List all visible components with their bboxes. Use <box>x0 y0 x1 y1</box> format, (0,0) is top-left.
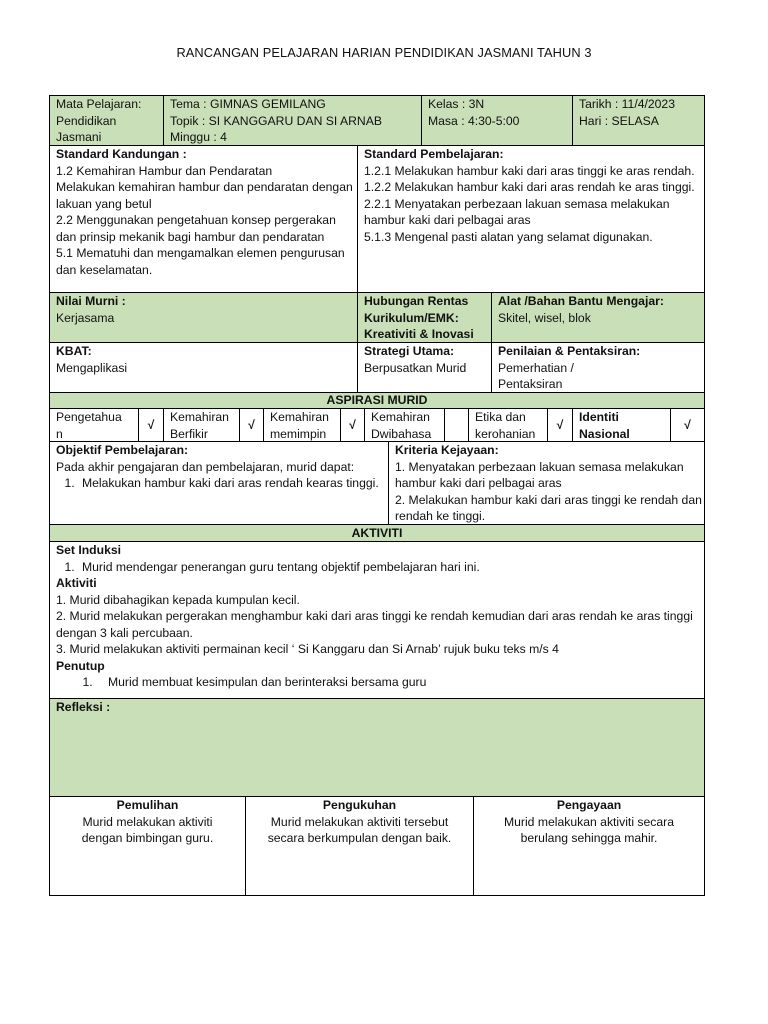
theme-text: Tema : GIMNAS GEMILANG <box>170 97 326 111</box>
kriteria-label: Kriteria Kejayaan: <box>395 443 499 457</box>
penilaian-value: Pemerhatian / Pentaksiran <box>498 360 574 391</box>
objektif-cell <box>49 441 389 525</box>
subject-value: Pendidikan Jasmani <box>56 113 117 144</box>
pengukuhan-text: Murid melakukan aktiviti tersebut secara berkumpulan dengan baik. <box>267 814 452 845</box>
set-induksi-item-1: 1. Murid mendengar penerangan guru tentang objektif pembelajaran hari ini. <box>78 559 704 576</box>
penutup-list <box>56 674 704 691</box>
aktiviti-heading: AKTIVITI <box>49 524 705 542</box>
pengukuhan-label: Pengukuhan <box>322 798 397 812</box>
hubungan-cell <box>357 292 492 343</box>
standard-pembelajaran-text: 1.2.1 Melakukan hambur kaki dari aras tinggi ke aras rendah. 1.2.2 Melakukan hambur kaki dari aras rendah ke aras tinggi. 2.2.1 Menyatakan perbezaan lakuan semasa melakukan hambur kaki dari pelbagai aras 5.1.3 Mengenal pasti alatan yang selamat digunakan. <box>364 163 695 244</box>
aspirasi-label-5: Etika dan kerohanian <box>468 408 548 442</box>
aktiviti-cell <box>49 541 705 699</box>
aspirasi-label-4: Kemahiran Dwibahasa <box>364 408 445 442</box>
kbat-cell <box>49 342 358 393</box>
nilai-murni-label: Nilai Murni : <box>56 294 126 308</box>
nilai-murni-value: Kerjasama <box>56 310 115 325</box>
aspirasi-heading: ASPIRASI MURID <box>49 392 705 409</box>
standard-kandungan-cell <box>49 145 358 293</box>
penutup-item-1: 1. Murid membuat kesimpulan dan berinteraksi bersama guru <box>96 674 704 691</box>
aspirasi-check-5: √ <box>547 408 573 442</box>
pengayaan-cell <box>473 796 705 896</box>
strategi-label: Strategi Utama: <box>364 344 455 358</box>
day-text: Hari : SELASA <box>579 113 659 128</box>
alat-value: Skitel, wisel, blok <box>498 310 591 325</box>
kbat-value: Mengaplikasi <box>56 360 128 375</box>
kriteria-item-1: 1. Menyatakan perbezaan lakuan semasa melakukan hambur kaki dari pelbagai aras <box>395 459 684 490</box>
pengukuhan-cell <box>245 796 474 896</box>
aspirasi-label-3: Kemahiran memimpin <box>263 408 341 442</box>
aspirasi-label-1: Pengetahua n <box>49 408 139 442</box>
class-cell <box>421 95 573 146</box>
refleksi-cell <box>49 698 705 797</box>
standard-kandungan-label: Standard Kandungan : <box>56 147 187 161</box>
aspirasi-check-3: √ <box>340 408 365 442</box>
subject-label: Mata Pelajaran: <box>56 97 142 111</box>
kriteria-cell <box>388 441 705 525</box>
aspirasi-check-6: √ <box>670 408 705 442</box>
subject-cell <box>49 95 164 146</box>
strategi-value: Berpusatkan Murid <box>364 360 467 375</box>
penilaian-cell <box>491 342 705 393</box>
aktiviti-item-3: 3. Murid melakukan aktiviti permainan kecil ‘ Si Kanggaru dan Si Arnab’ rujuk buku teks m/s 4 <box>56 642 559 656</box>
class-text: Kelas : 3N <box>428 97 485 111</box>
objektif-list <box>56 475 388 492</box>
hubungan-value: Kreativiti & Inovasi <box>364 327 474 341</box>
aspirasi-label-2: Kemahiran Berfikir <box>163 408 240 442</box>
aspirasi-label-6: Identiti Nasional <box>572 408 671 442</box>
set-induksi-label: Set Induksi <box>56 543 122 557</box>
aspirasi-check-4 <box>444 408 469 442</box>
penutup-label: Penutup <box>56 658 105 673</box>
alat-cell <box>491 292 705 343</box>
set-induksi-list <box>56 559 704 576</box>
strategi-cell <box>357 342 492 393</box>
theme-cell <box>163 95 422 146</box>
objektif-label: Objektif Pembelajaran: <box>56 443 189 457</box>
nilai-murni-cell <box>49 292 358 343</box>
hubungan-label: Hubungan Rentas Kurikulum/EMK: <box>364 294 469 325</box>
date-text: Tarikh : 11/4/2023 <box>579 97 675 111</box>
alat-label: Alat /Bahan Bantu Mengajar: <box>498 294 664 308</box>
time-text: Masa : 4:30-5:00 <box>428 113 520 128</box>
aspirasi-check-1: √ <box>138 408 164 442</box>
standard-pembelajaran-cell <box>357 145 705 293</box>
pemulihan-label: Pemulihan <box>116 798 179 812</box>
standard-pembelajaran-label: Standard Pembelajaran: <box>364 147 504 161</box>
aspirasi-check-2: √ <box>239 408 264 442</box>
document-title: RANCANGAN PELAJARAN HARIAN PENDIDIKAN JASMANI TAHUN 3 <box>176 45 592 60</box>
pemulihan-cell <box>49 796 246 896</box>
pengayaan-text: Murid melakukan aktiviti secara berulang sehingga mahir. <box>503 814 674 845</box>
aktiviti-item-1: 1. Murid dibahagikan kepada kumpulan kecil. <box>56 592 300 607</box>
standard-kandungan-text: 1.2 Kemahiran Hambur dan Pendaratan Melakukan kemahiran hambur dan pendaratan dengan lakuan yang betul 2.2 Menggunakan pengetahuan konsep pergerakan dan prinsip mekanik bagi hambur dan pendaratan 5.1 Mematuhi dan mengamalkan elemen pengurusan dan keselamatan. <box>56 163 353 277</box>
pengayaan-label: Pengayaan <box>556 798 622 812</box>
kriteria-item-2: 2. Melakukan hambur kaki dari aras tinggi ke rendah dan rendah ke tinggi. <box>395 492 702 523</box>
aktiviti-item-2: 2. Murid melakukan pergerakan menghambur kaki dari aras tinggi ke rendah kemudian dari aras rendah ke aras tinggi dengan 3 kali percubaan. <box>56 609 693 640</box>
kbat-label: KBAT: <box>56 344 92 358</box>
topic-text: Topik : SI KANGGARU DAN SI ARNAB <box>170 113 382 128</box>
objektif-item-1: 1. Melakukan hambur kaki dari aras rendah kearas tinggi. <box>78 475 388 492</box>
aktiviti-label: Aktiviti <box>56 576 97 590</box>
date-cell <box>572 95 705 146</box>
objektif-intro: Pada akhir pengajaran dan pembelajaran, murid dapat: <box>56 459 355 474</box>
week-text: Minggu : 4 <box>170 130 227 144</box>
refleksi-label: Refleksi : <box>56 700 111 714</box>
pemulihan-text: Murid melakukan aktiviti dengan bimbingan guru. <box>81 814 214 845</box>
penilaian-label: Penilaian & Pentaksiran: <box>498 344 641 358</box>
